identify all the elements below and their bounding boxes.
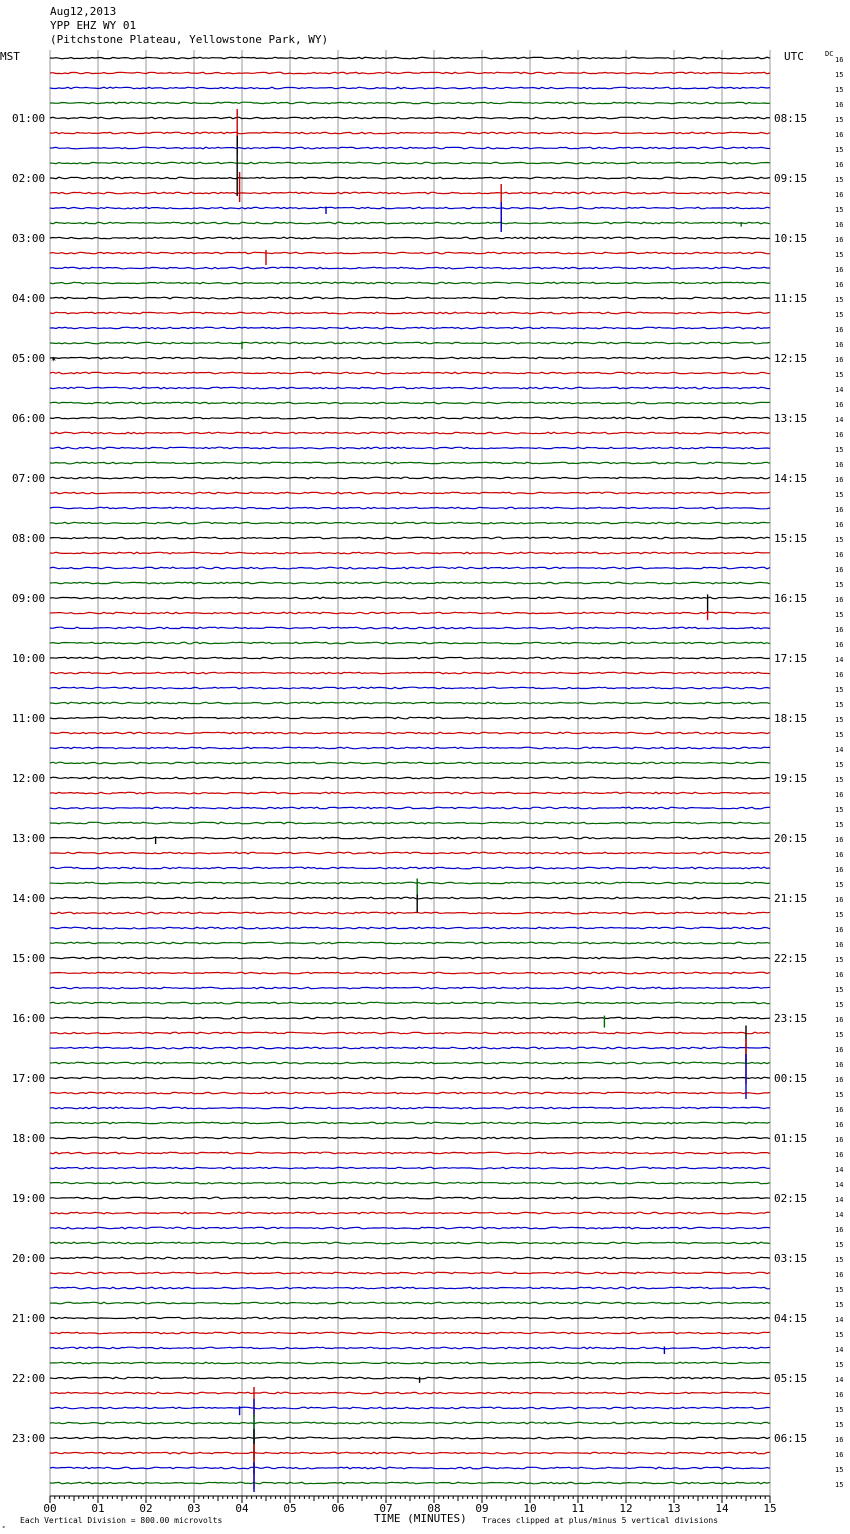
trace-line — [50, 1212, 770, 1214]
trace-line — [50, 1407, 770, 1409]
mst-hour-label: 18:00 — [12, 1132, 46, 1145]
x-tick-label: 12 — [619, 1502, 633, 1515]
utc-hour-label: 04:15 — [774, 1312, 808, 1325]
dc-offset-label: 16 — [835, 431, 844, 439]
trace-line — [50, 252, 770, 254]
trace-line — [50, 552, 770, 554]
dc-offset-label: 15 — [835, 446, 844, 454]
dc-offset-label: 15 — [835, 911, 844, 919]
utc-hour-label: 10:15 — [774, 232, 808, 245]
dc-offset-label: 16 — [835, 476, 844, 484]
dc-offset-label: 16 — [835, 401, 844, 409]
trace-line — [50, 927, 770, 929]
utc-hour-label: 00:15 — [774, 1072, 808, 1085]
dc-offset-label: 16 — [835, 356, 844, 364]
dc-offset-label: 15 — [835, 1256, 844, 1264]
dc-offset-label: 16 — [835, 221, 844, 229]
x-tick-label: 01 — [91, 1502, 105, 1515]
dc-offset-label: 16 — [835, 626, 844, 634]
dc-offset-label: 16 — [835, 851, 844, 859]
trace-line — [50, 987, 770, 989]
station-location: (Pitchstone Plateau, Yellowstone Park, WY) — [50, 33, 329, 46]
dc-offset-label: 14 — [835, 1196, 844, 1204]
utc-hour-label: 03:15 — [774, 1252, 808, 1265]
x-tick-label: 11 — [571, 1502, 585, 1515]
dc-offset-label: 16 — [835, 1121, 844, 1129]
dc-offset-label: 16 — [835, 1046, 844, 1054]
trace-line — [50, 777, 770, 779]
dc-offset-label: 14 — [835, 1211, 844, 1219]
utc-hour-label: 13:15 — [774, 412, 808, 425]
dc-offset-label: 16 — [835, 236, 844, 244]
dc-offset-label: 16 — [835, 1271, 844, 1279]
dc-offset-label: 16 — [835, 926, 844, 934]
x-tick-label: 08 — [427, 1502, 441, 1515]
trace-line — [50, 1137, 770, 1139]
dc-offset-label: 16 — [835, 1061, 844, 1069]
utc-hour-label: 23:15 — [774, 1012, 808, 1025]
dc-offset-label: 15 — [835, 1331, 844, 1339]
trace-line — [50, 1437, 770, 1439]
dc-offset-label: 15 — [835, 731, 844, 739]
dc-offset-label: 16 — [835, 101, 844, 109]
trace-line — [50, 957, 770, 959]
dc-offset-label: 15 — [835, 701, 844, 709]
dc-label: DC — [825, 50, 834, 58]
dc-offset-label: 16 — [835, 506, 844, 514]
trace-line — [50, 1152, 770, 1154]
trace-line — [50, 1107, 770, 1109]
trace-lines — [50, 57, 770, 1484]
trace-line — [50, 717, 770, 719]
trace-line — [50, 1272, 770, 1274]
trace-line — [50, 807, 770, 809]
trace-line — [50, 762, 770, 764]
trace-line — [50, 747, 770, 749]
dc-offset-label: 14 — [835, 416, 844, 424]
utc-hour-label: 16:15 — [774, 592, 808, 605]
dc-offset-label: 15 — [835, 251, 844, 259]
trace-line — [50, 1257, 770, 1259]
dc-offset-label: 16 — [835, 1106, 844, 1114]
trace-line — [50, 1392, 770, 1394]
dc-offset-label: 15 — [835, 1406, 844, 1414]
trace-line — [50, 462, 770, 464]
mst-hour-label: 22:00 — [12, 1372, 46, 1385]
dc-offset-label: 15 — [835, 581, 844, 589]
trace-line — [50, 1032, 770, 1034]
dc-offset-label: 16 — [835, 521, 844, 529]
dc-offset-label: 16 — [835, 896, 844, 904]
clip-note: Traces clipped at plus/minus 5 vertical divisions — [482, 1516, 719, 1525]
dc-offset-label: 16 — [835, 1016, 844, 1024]
trace-line — [50, 1362, 770, 1364]
dc-offset-label: 15 — [835, 1481, 844, 1489]
mst-hour-label: 06:00 — [12, 412, 46, 425]
dc-offset-label: 16 — [835, 566, 844, 574]
mst-hour-label: 07:00 — [12, 472, 46, 485]
event-spikes — [156, 109, 746, 1492]
trace-line — [50, 672, 770, 674]
trace-line — [50, 537, 770, 539]
trace-line — [50, 852, 770, 854]
trace-line — [50, 87, 770, 89]
corner-mark: ₘ — [2, 1523, 6, 1530]
utc-hour-label: 12:15 — [774, 352, 808, 365]
dc-offset-label: 15 — [835, 716, 844, 724]
dc-offset-label: 15 — [835, 371, 844, 379]
utc-hour-label: 11:15 — [774, 292, 808, 305]
trace-line — [50, 162, 770, 164]
utc-label: UTC — [784, 50, 804, 63]
dc-offset-label: 14 — [835, 1316, 844, 1324]
trace-line — [50, 1227, 770, 1229]
trace-line — [50, 1062, 770, 1064]
dc-offset-label: 15 — [835, 686, 844, 694]
trace-line — [50, 207, 770, 209]
trace-line — [50, 1482, 770, 1484]
trace-line — [50, 1287, 770, 1289]
trace-line — [50, 507, 770, 509]
dc-offset-label: 16 — [835, 191, 844, 199]
dc-offset-label: 14 — [835, 1376, 844, 1384]
dc-offset-label: 15 — [835, 491, 844, 499]
x-tick-label: 05 — [283, 1502, 297, 1515]
mst-hour-label: 09:00 — [12, 592, 46, 605]
dc-offset-label: 16 — [835, 1436, 844, 1444]
dc-offset-label: 15 — [835, 806, 844, 814]
trace-line — [50, 477, 770, 479]
mst-hour-label: 12:00 — [12, 772, 46, 785]
trace-line — [50, 567, 770, 569]
dc-offset-label: 15 — [835, 1361, 844, 1369]
trace-line — [50, 222, 770, 224]
mst-hour-label: 10:00 — [12, 652, 46, 665]
trace-line — [50, 732, 770, 734]
mst-hour-label: 13:00 — [12, 832, 46, 845]
trace-line — [50, 1422, 770, 1424]
trace-line — [50, 432, 770, 434]
dc-offset-label: 15 — [835, 1091, 844, 1099]
trace-line — [50, 627, 770, 629]
utc-hour-label: 15:15 — [774, 532, 808, 545]
dc-offset-label: 16 — [835, 791, 844, 799]
x-axis-title: TIME (MINUTES) — [374, 1512, 467, 1525]
trace-line — [50, 1242, 770, 1244]
dc-offset-label: 15 — [835, 1286, 844, 1294]
mst-hour-label: 03:00 — [12, 232, 46, 245]
dc-offset-label: 15 — [835, 821, 844, 829]
utc-hour-label: 21:15 — [774, 892, 808, 905]
dc-offset-label: 15 — [835, 296, 844, 304]
trace-line — [50, 132, 770, 134]
x-tick-label: 09 — [475, 1502, 489, 1515]
dc-offset-label: 16 — [835, 941, 844, 949]
trace-line — [50, 147, 770, 149]
dc-offset-label: 16 — [835, 1076, 844, 1084]
dc-offset-label: 15 — [835, 1421, 844, 1429]
utc-hour-label: 01:15 — [774, 1132, 808, 1145]
dc-offset-label: 14 — [835, 746, 844, 754]
trace-line — [50, 972, 770, 974]
trace-line — [50, 522, 770, 524]
trace-line — [50, 72, 770, 74]
trace-line — [50, 177, 770, 179]
dc-offset-label: 15 — [835, 176, 844, 184]
trace-line — [50, 657, 770, 659]
dc-offset-label: 16 — [835, 461, 844, 469]
mst-hour-label: 02:00 — [12, 172, 46, 185]
trace-line — [50, 312, 770, 314]
trace-line — [50, 837, 770, 839]
utc-hour-label: 08:15 — [774, 112, 808, 125]
x-tick-label: 06 — [331, 1502, 345, 1515]
utc-hour-label: 02:15 — [774, 1192, 808, 1205]
trace-line — [50, 867, 770, 869]
x-tick-label: 13 — [667, 1502, 681, 1515]
mst-hour-label: 05:00 — [12, 352, 46, 365]
mst-hour-label: 21:00 — [12, 1312, 46, 1325]
trace-line — [50, 1182, 770, 1184]
trace-line — [50, 822, 770, 824]
mst-label: MST — [0, 50, 20, 63]
mst-hour-label: 08:00 — [12, 532, 46, 545]
trace-line — [50, 297, 770, 299]
trace-line — [50, 447, 770, 449]
trace-line — [50, 687, 770, 689]
trace-line — [50, 1452, 770, 1454]
mst-hour-label: 23:00 — [12, 1432, 46, 1445]
utc-hour-label: 18:15 — [774, 712, 808, 725]
dc-offset-label: 15 — [835, 881, 844, 889]
utc-hour-label: 14:15 — [774, 472, 808, 485]
trace-line — [50, 702, 770, 704]
mst-hour-label: 11:00 — [12, 712, 46, 725]
utc-hour-label: 09:15 — [774, 172, 808, 185]
dc-offset-label: 16 — [835, 266, 844, 274]
dc-offset-label: 16 — [835, 1226, 844, 1234]
dc-offset-label: 15 — [835, 1031, 844, 1039]
dc-offset-label: 14 — [835, 656, 844, 664]
x-tick-label: 10 — [523, 1502, 537, 1515]
trace-line — [50, 342, 770, 344]
minute-gridlines — [50, 50, 770, 1496]
x-tick-label: 14 — [715, 1502, 729, 1515]
trace-line — [50, 117, 770, 119]
x-tick-label: 07 — [379, 1502, 393, 1515]
mst-hour-label: 19:00 — [12, 1192, 46, 1205]
mst-hour-label: 17:00 — [12, 1072, 46, 1085]
dc-offset-label: 15 — [835, 311, 844, 319]
dc-offset-label: 15 — [835, 776, 844, 784]
dc-offset-label: 15 — [835, 86, 844, 94]
dc-offset-label: 16 — [835, 866, 844, 874]
event-marker-icon: ✶ — [51, 355, 57, 365]
trace-line — [50, 882, 770, 884]
trace-line — [50, 192, 770, 194]
utc-hour-label: 19:15 — [774, 772, 808, 785]
dc-offset-label: 16 — [835, 596, 844, 604]
trace-line — [50, 1077, 770, 1079]
trace-line — [50, 282, 770, 284]
dc-offset-label: 16 — [835, 551, 844, 559]
trace-line — [50, 1002, 770, 1004]
dc-offset-label: 16 — [835, 281, 844, 289]
trace-line — [50, 1122, 770, 1124]
dc-offset-label: 15 — [835, 1001, 844, 1009]
x-tick-label: 04 — [235, 1502, 249, 1515]
trace-line — [50, 612, 770, 614]
trace-line — [50, 402, 770, 404]
dc-offset-label: 15 — [835, 146, 844, 154]
trace-line — [50, 912, 770, 914]
mst-hour-label: 01:00 — [12, 112, 46, 125]
dc-offset-label: 16 — [835, 1391, 844, 1399]
dc-offset-label: 15 — [835, 1466, 844, 1474]
trace-line — [50, 237, 770, 239]
station-name: YPP EHZ WY 01 — [50, 19, 137, 32]
dc-offset-label: 15 — [835, 986, 844, 994]
trace-line — [50, 357, 770, 359]
trace-line — [50, 102, 770, 104]
trace-line — [50, 1047, 770, 1049]
dc-offset-label: 15 — [835, 536, 844, 544]
utc-hour-label: 06:15 — [774, 1432, 808, 1445]
dc-offset-label: 15 — [835, 1301, 844, 1309]
dc-offset-label: 16 — [835, 836, 844, 844]
trace-line — [50, 267, 770, 269]
trace-line — [50, 1092, 770, 1094]
dc-offset-label: 14 — [835, 1346, 844, 1354]
trace-line — [50, 1347, 770, 1349]
dc-offset-label: 15 — [835, 116, 844, 124]
trace-line — [50, 1377, 770, 1379]
utc-hour-label: 20:15 — [774, 832, 808, 845]
mst-hour-label: 14:00 — [12, 892, 46, 905]
dc-offset-label: 16 — [835, 1451, 844, 1459]
dc-offset-label: 16 — [835, 1151, 844, 1159]
trace-line — [50, 1197, 770, 1199]
trace-line — [50, 897, 770, 899]
x-tick-label: 00 — [43, 1502, 57, 1515]
dc-offset-label: 15 — [835, 71, 844, 79]
dc-offset-label: 16 — [835, 326, 844, 334]
trace-line — [50, 1467, 770, 1469]
record-date: Aug12,2013 — [50, 5, 117, 18]
trace-line — [50, 1317, 770, 1319]
dc-offset-label: 15 — [835, 956, 844, 964]
mst-hour-label: 16:00 — [12, 1012, 46, 1025]
scale-note: Each Vertical Division = 800.00 microvolts — [20, 1516, 223, 1525]
utc-hour-label: 17:15 — [774, 652, 808, 665]
trace-line — [50, 1302, 770, 1304]
trace-line — [50, 1167, 770, 1169]
trace-line — [50, 492, 770, 494]
trace-line — [50, 57, 770, 59]
dc-offset-label: 16 — [835, 161, 844, 169]
dc-offset-label: 16 — [835, 56, 844, 64]
utc-hour-label: 05:15 — [774, 1372, 808, 1385]
trace-line — [50, 372, 770, 374]
x-tick-label: 15 — [763, 1502, 777, 1515]
trace-line — [50, 327, 770, 329]
dc-offset-label: 14 — [835, 1166, 844, 1174]
utc-hour-label: 22:15 — [774, 952, 808, 965]
dc-offset-label: 15 — [835, 761, 844, 769]
trace-line — [50, 642, 770, 644]
dc-offset-label: 14 — [835, 1181, 844, 1189]
dc-offset-label: 16 — [835, 131, 844, 139]
dc-offset-label: 14 — [835, 386, 844, 394]
trace-line — [50, 582, 770, 584]
dc-offset-label: 15 — [835, 206, 844, 214]
trace-line — [50, 597, 770, 599]
dc-offset-label: 16 — [835, 971, 844, 979]
trace-line — [50, 792, 770, 794]
x-tick-label: 02 — [139, 1502, 153, 1515]
trace-line — [50, 417, 770, 419]
trace-line — [50, 1017, 770, 1019]
dc-offset-label: 16 — [835, 341, 844, 349]
dc-offset-label: 15 — [835, 1241, 844, 1249]
mst-hour-label: 04:00 — [12, 292, 46, 305]
trace-line — [50, 387, 770, 389]
mst-hour-label: 15:00 — [12, 952, 46, 965]
dc-offset-label: 16 — [835, 671, 844, 679]
trace-line — [50, 942, 770, 944]
dc-offset-label: 16 — [835, 641, 844, 649]
dc-offset-label: 16 — [835, 1136, 844, 1144]
trace-line — [50, 1332, 770, 1334]
mst-hour-label: 20:00 — [12, 1252, 46, 1265]
dc-offset-label: 15 — [835, 611, 844, 619]
x-tick-label: 03 — [187, 1502, 201, 1515]
